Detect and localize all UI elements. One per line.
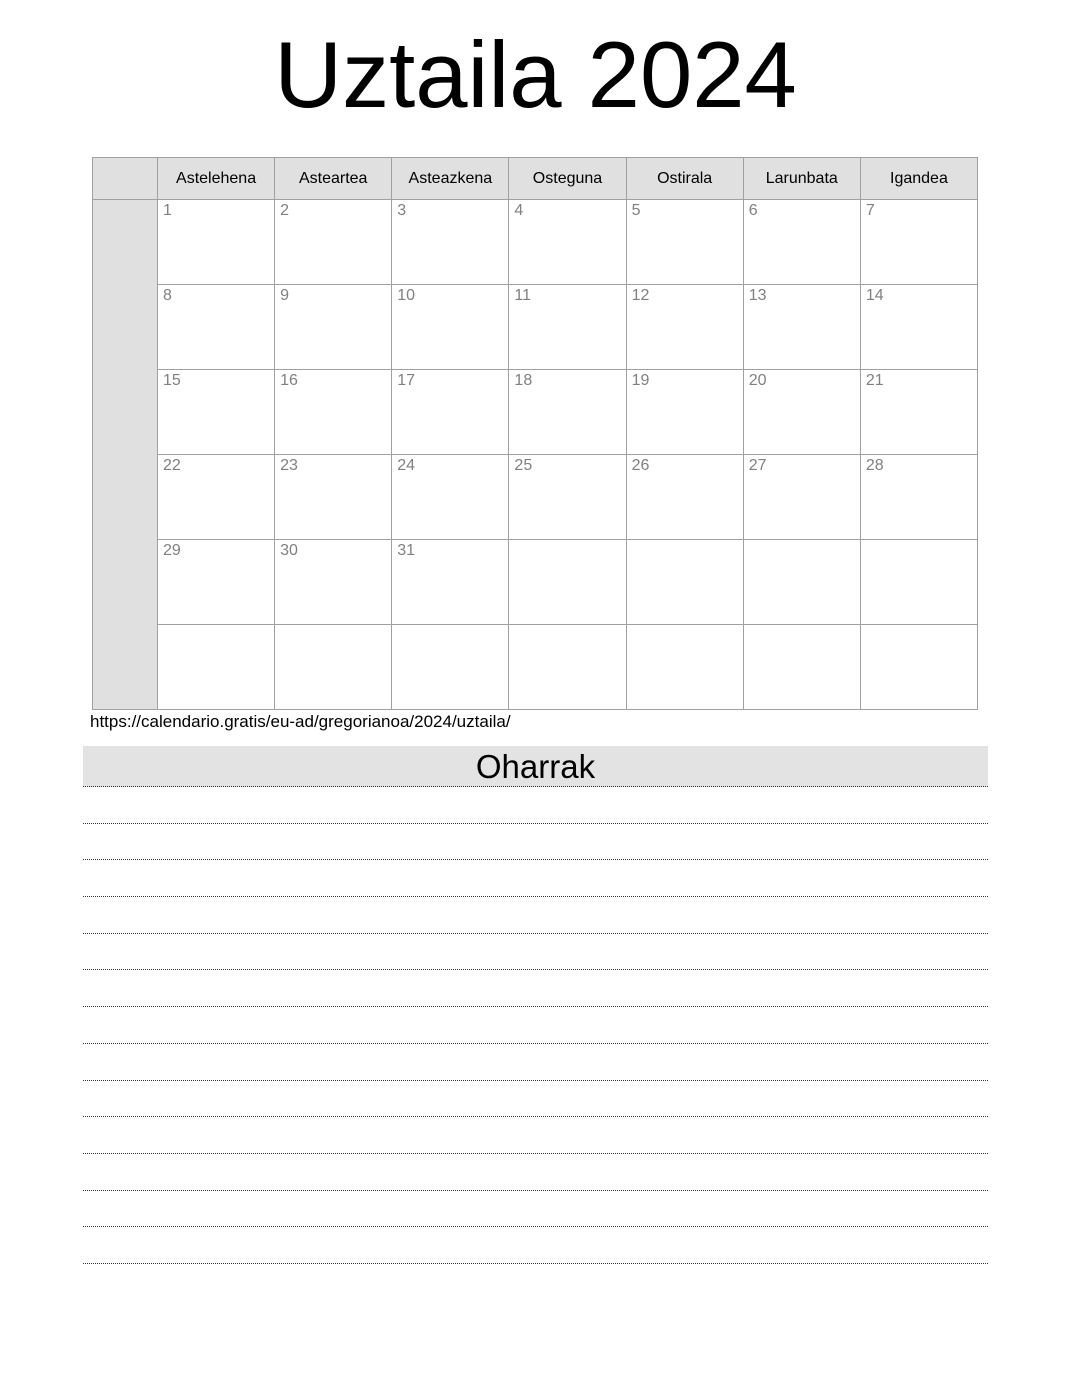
day-cell xyxy=(392,200,509,285)
day-number: 8 xyxy=(163,287,172,304)
note-line xyxy=(83,1007,988,1044)
day-number: 1 xyxy=(163,202,172,219)
empty-day-cell xyxy=(509,625,626,710)
day-cell xyxy=(509,370,626,455)
day-number: 13 xyxy=(748,287,767,304)
weekday-header-osteguna: Osteguna xyxy=(509,158,626,200)
day-cell xyxy=(158,540,275,625)
day-number: 14 xyxy=(865,287,884,304)
note-line xyxy=(83,824,988,861)
day-cell xyxy=(392,540,509,625)
day-number: 23 xyxy=(280,457,298,474)
note-line xyxy=(83,1117,988,1154)
day-cell xyxy=(392,370,509,455)
empty-day-cell xyxy=(626,625,743,710)
note-line xyxy=(83,1191,988,1228)
day-number: 30 xyxy=(280,542,298,559)
note-line xyxy=(83,934,988,971)
empty-day-cell xyxy=(860,625,977,710)
day-number: 6 xyxy=(748,202,758,219)
empty-day-cell xyxy=(392,625,509,710)
day-number: 2 xyxy=(280,202,290,219)
day-cell xyxy=(860,200,977,285)
day-cell xyxy=(743,200,860,285)
day-number: 11 xyxy=(514,287,532,304)
day-cell xyxy=(392,455,509,540)
calendar-table xyxy=(92,157,978,710)
day-number: 21 xyxy=(865,372,884,389)
day-number: 17 xyxy=(397,372,416,389)
empty-day-cell xyxy=(158,625,275,710)
day-number: 27 xyxy=(748,457,767,474)
day-number: 16 xyxy=(280,372,298,389)
day-number: 31 xyxy=(397,542,416,559)
day-number: 29 xyxy=(163,542,181,559)
day-cell xyxy=(275,200,392,285)
week-number-column-header xyxy=(93,158,158,200)
day-number: 7 xyxy=(865,202,875,219)
page-title: Uztaila 2024 xyxy=(274,22,797,127)
empty-day-cell xyxy=(743,625,860,710)
day-number: 10 xyxy=(397,287,416,304)
calendar-week-row xyxy=(93,455,978,540)
day-cell xyxy=(158,200,275,285)
day-cell xyxy=(275,455,392,540)
day-number: 19 xyxy=(631,372,650,389)
day-cell xyxy=(743,370,860,455)
day-cell xyxy=(860,370,977,455)
source-url-text: https://calendario.gratis/eu-ad/gregorianoa/2024/uztaila/ xyxy=(90,712,511,731)
day-number: 18 xyxy=(514,372,533,389)
note-line xyxy=(83,1081,988,1118)
calendar-week-row xyxy=(93,200,978,285)
calendar-week-row xyxy=(93,285,978,370)
day-cell xyxy=(392,285,509,370)
day-cell xyxy=(275,370,392,455)
day-cell xyxy=(743,455,860,540)
day-number: 3 xyxy=(397,202,407,219)
empty-day-cell xyxy=(743,540,860,625)
weekday-header-asteartea: Asteartea xyxy=(275,158,392,200)
empty-day-cell xyxy=(275,625,392,710)
day-cell xyxy=(509,200,626,285)
day-number: 5 xyxy=(631,202,641,219)
calendar-week-row xyxy=(93,370,978,455)
note-line xyxy=(83,787,988,824)
note-line xyxy=(83,1227,988,1264)
day-cell xyxy=(158,285,275,370)
day-number: 12 xyxy=(631,287,650,304)
weekday-header-asteazkena: Asteazkena xyxy=(392,158,509,200)
empty-day-cell xyxy=(509,540,626,625)
day-number: 22 xyxy=(163,457,181,474)
day-number: 25 xyxy=(514,457,533,474)
notes-section xyxy=(83,787,988,1264)
weekday-header-ostirala: Ostirala xyxy=(626,158,743,200)
day-cell xyxy=(275,285,392,370)
day-cell xyxy=(275,540,392,625)
day-cell xyxy=(860,455,977,540)
day-cell xyxy=(509,455,626,540)
day-number: 24 xyxy=(397,457,416,474)
day-number: 9 xyxy=(280,287,290,304)
day-cell xyxy=(509,285,626,370)
day-cell xyxy=(158,455,275,540)
note-line xyxy=(83,1044,988,1081)
day-cell xyxy=(158,370,275,455)
day-cell xyxy=(626,455,743,540)
day-cell xyxy=(626,285,743,370)
day-number: 4 xyxy=(514,202,524,219)
empty-day-cell xyxy=(860,540,977,625)
day-number: 26 xyxy=(631,457,650,474)
note-line xyxy=(83,860,988,897)
day-cell xyxy=(626,200,743,285)
day-cell xyxy=(743,285,860,370)
calendar-week-row xyxy=(93,625,978,710)
note-line xyxy=(83,897,988,934)
day-number: 15 xyxy=(163,372,181,389)
note-line xyxy=(83,970,988,1007)
weekday-header-astelehena: Astelehena xyxy=(158,158,275,200)
note-line xyxy=(83,1154,988,1191)
day-number: 28 xyxy=(865,457,884,474)
week-number-column xyxy=(93,200,158,710)
weekday-header-igandea: Igandea xyxy=(860,158,977,200)
notes-title: Oharrak xyxy=(83,746,988,787)
day-cell xyxy=(860,285,977,370)
weekday-header-larunbata: Larunbata xyxy=(743,158,860,200)
weekday-header-row xyxy=(93,158,978,200)
calendar-week-row xyxy=(93,540,978,625)
empty-day-cell xyxy=(626,540,743,625)
day-number: 20 xyxy=(748,372,767,389)
day-cell xyxy=(626,370,743,455)
